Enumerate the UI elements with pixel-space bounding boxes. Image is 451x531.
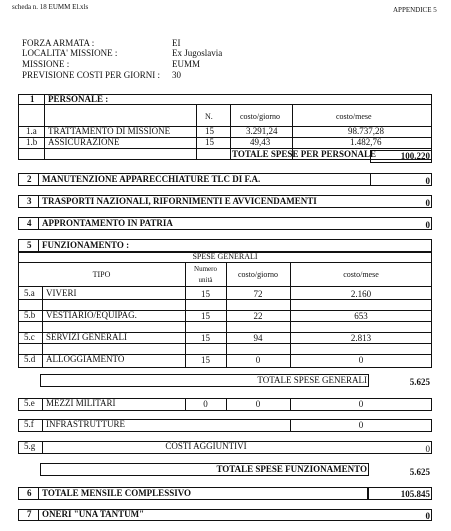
col-units-2: unità <box>198 276 213 284</box>
divider <box>18 321 432 322</box>
row-day: 3.291,24 <box>246 126 278 136</box>
info-label: FORZA ARMATA : <box>22 38 95 48</box>
divider <box>38 195 39 208</box>
section-number: 7 <box>27 509 32 519</box>
section-value: 0 <box>425 220 430 230</box>
section-number: 4 <box>27 218 32 228</box>
section-value: 0 <box>425 198 430 208</box>
section-label: MANUTENZIONE APPARECCHIATURE TLC DI F.A. <box>42 174 261 184</box>
row-value: 0 <box>425 444 430 454</box>
info-value: Ex Jugoslavia <box>172 48 223 58</box>
divider <box>230 104 231 160</box>
row-n: 15 <box>201 333 210 343</box>
divider <box>18 343 432 344</box>
row-day: 72 <box>253 289 263 299</box>
row-day: 49,43 <box>250 137 271 147</box>
section-value: 105.845 <box>400 489 430 499</box>
personale-total-label: TOTALE SPESE PER PERSONALE <box>232 149 376 159</box>
section-label: TOTALE MENSILE COMPLESSIVO <box>42 488 192 498</box>
divider <box>38 239 39 252</box>
row-month: 1.482,76 <box>350 137 382 147</box>
row-label: COSTI AGGIUNTIVI <box>165 441 247 451</box>
section-label: TRASPORTI NAZIONALI, RIFORNIMENTI E AVVICENDAMENTI <box>42 196 317 206</box>
divider <box>18 262 432 263</box>
info-value: 30 <box>172 70 181 80</box>
f-total-value: 5.625 <box>409 467 430 477</box>
section-value: 0 <box>425 511 430 521</box>
row-n: 15 <box>205 137 214 147</box>
row-label: SERVIZI GENERALI <box>46 332 128 342</box>
row-code: 1.a <box>26 126 37 136</box>
row-code: 5.e <box>24 398 35 408</box>
divider <box>42 286 43 368</box>
row-month: 0 <box>358 420 364 430</box>
row-day: 22 <box>253 311 263 321</box>
row-label: INFRASTRUTTURE <box>46 419 126 429</box>
divider <box>18 286 432 287</box>
divider <box>18 299 432 300</box>
row-code: 1.b <box>26 137 38 147</box>
row-n: 15 <box>201 355 210 365</box>
info-value: EI <box>172 38 181 48</box>
section-title: PERSONALE : <box>48 94 109 104</box>
row-month: 98.737,28 <box>348 126 384 136</box>
section-number: 2 <box>27 174 32 184</box>
col-month: costo/mese <box>343 270 379 279</box>
divider <box>42 419 43 432</box>
info-label: LOCALITA' MISSIONE : <box>22 48 118 58</box>
sg-total-value: 5.625 <box>409 377 430 387</box>
row-month: 2.813 <box>350 333 372 343</box>
row-n: 0 <box>203 399 208 409</box>
row-n: 15 <box>201 311 210 321</box>
row-label: ASSICURAZIONE <box>48 137 120 147</box>
divider <box>38 173 39 186</box>
col-day: costo/giorno <box>240 112 280 121</box>
col-n: N. <box>205 112 213 121</box>
f-total-label: TOTALE SPESE FUNZIONAMENTO <box>216 464 367 474</box>
col-units-1: Numero <box>194 265 217 273</box>
info-label: PREVISIONE COSTI PER GIORNI : <box>22 70 161 80</box>
personale-total-value: 100.220 <box>400 151 430 161</box>
row-label: MEZZI MILITARI <box>46 398 116 408</box>
divider <box>38 217 39 230</box>
section-value: 0 <box>425 176 430 186</box>
divider <box>42 398 43 411</box>
col-month: costo/mese <box>336 112 372 121</box>
row-day: 94 <box>253 333 263 343</box>
row-code: 5.a <box>24 288 35 298</box>
row-month: 0 <box>358 355 364 365</box>
section-number: 5 <box>27 240 32 250</box>
row-month: 653 <box>354 311 368 321</box>
section-number: 1 <box>30 94 35 104</box>
col-day: costo/giorno <box>238 270 278 279</box>
row-month: 2.160 <box>350 289 372 299</box>
row-label: VIVERI <box>46 288 77 298</box>
info-value: EUMM <box>172 59 201 69</box>
divider <box>18 104 432 105</box>
row-n: 15 <box>205 126 214 136</box>
row-label: VESTIARIO/EQUIPAG. <box>46 310 137 320</box>
row-day: 0 <box>255 355 261 365</box>
section-title: FUNZIONAMENTO : <box>42 240 130 250</box>
section-number: 3 <box>27 196 32 206</box>
row-month: 0 <box>358 399 364 409</box>
row-code: 5.f <box>24 419 34 429</box>
divider <box>38 487 39 500</box>
row-day: 0 <box>255 399 261 409</box>
appendix-label: APPENDICE 5 <box>393 6 437 14</box>
file-name: scheda n. 18 EUMM El.xls <box>12 3 89 11</box>
section-label: ONERI "UNA TANTUM" <box>42 509 145 519</box>
row-code: 5.c <box>24 332 35 342</box>
row-code: 5.d <box>24 354 36 364</box>
col-tipo: TIPO <box>92 270 111 279</box>
divider <box>196 104 197 160</box>
info-label: MISSIONE : <box>22 59 70 69</box>
section-number: 6 <box>27 488 32 498</box>
row-label: ALLOGGIAMENTO <box>46 354 125 364</box>
group-label: SPESE GENERALI <box>192 252 258 261</box>
row-label: TRATTAMENTO DI MISSIONE <box>48 126 171 136</box>
section-label: APPRONTAMENTO IN PATRIA <box>42 218 173 228</box>
sg-total-label: TOTALE SPESE GENERALI <box>257 375 367 385</box>
row-code: 5.b <box>24 310 36 320</box>
divider <box>38 509 39 521</box>
row-n: 15 <box>201 289 210 299</box>
row-code: 5.g <box>24 441 36 451</box>
